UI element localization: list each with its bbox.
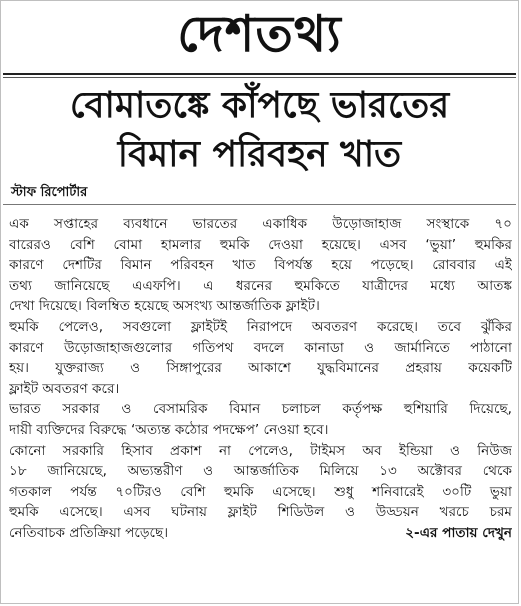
body-line: কারণে দেশটির বিমান পরিবহন খাত বিপর্যস্ত হয়ে পড়েছে। রোববার এই bbox=[9, 257, 512, 274]
body-line: কোনো সরকারি হিসাব প্রকাশ না পেলেও, টাইমস অব ইন্ডিয়া ও নিউজ bbox=[9, 442, 512, 459]
body-line: তথ্য জানিয়েছে এএফপি। এ ধরনের হুমকিতে যাত্রীদের মধ্যে আতঙ্ক bbox=[9, 277, 512, 294]
body-line: দেখা দিয়েছে। বিলম্বিত হয়েছে অসংখ্য আন্তর্জাতিক ফ্লাইট। bbox=[9, 298, 320, 315]
body-line: বারেরও বেশি বোমা হামলার হুমকি দেওয়া হয়েছে। এসব ‘ভুয়া’ হুমকির bbox=[9, 236, 512, 253]
body-line: ১৮ জানিয়েছে, অভ্যন্তরীণ ও আন্তর্জাতিক মিলিয়ে ১৩ অক্টোবর থেকে bbox=[9, 463, 512, 480]
body-line-final bbox=[9, 523, 512, 544]
headline-line-2: বিমান পরিবহন খাত bbox=[117, 134, 402, 175]
body-line: দায়ী ব্যক্তিদের বিরুদ্ধে ‘অত্যন্ত কঠোর পদক্ষেপ’ নেওয়া হবে। bbox=[9, 421, 329, 438]
headline bbox=[1, 81, 518, 179]
body-line: এক সপ্তাহের ব্যবধানে ভারতের একাধিক উড়োজাহাজ সংস্থাকে ৭০ bbox=[9, 216, 512, 232]
body-line: গতকাল পর্যন্ত ৭০টিরও বেশি হুমকি এসেছে। শুধু শনিবারেই ৩০টি ভুয়া bbox=[9, 483, 512, 500]
headline-line-1: বোমাতঙ্কে কাঁপছে ভারতের bbox=[69, 85, 450, 126]
continuation-link[interactable]: ২-এর পাতায় দেখুন bbox=[405, 524, 512, 541]
body-line: ফ্লাইট অবতরণ করে। bbox=[9, 380, 120, 397]
body-line: হুমকি পেলেও, সবগুলো ফ্লাইটই নিরাপদে অবতরণ করেছে। তবে ঝুঁকির bbox=[9, 318, 512, 335]
body-line: ভারত সরকার ও বেসামরিক বিমান চলাচল কর্তৃপক্ষ হুশিয়ারি দিয়েছে, bbox=[9, 401, 512, 418]
masthead-rule bbox=[3, 73, 516, 75]
byline-rule bbox=[3, 204, 516, 205]
body-line: হুমকি এসেছে। এসব ঘটনায় ফ্লাইট শিডিউল ও উড্ডয়ন খরচে চরম bbox=[9, 504, 512, 521]
masthead-rule-thin bbox=[3, 77, 516, 78]
masthead: দেশতথ্য bbox=[177, 4, 342, 63]
body-line: হয়। যুক্তরাজ্য ও সিঙ্গাপুরের আকাশে যুদ্ধবিমানের প্রহরায় কয়েকটি bbox=[9, 360, 512, 377]
byline: স্টাফ রিপোর্টার bbox=[11, 185, 88, 200]
body-line: কারণে উড়োজাহাজগুলোর গতিপথ বদলে কানাডা ও জার্মানিতে পাঠানো bbox=[9, 339, 512, 356]
body-line-text: নেতিবাচক প্রতিক্রিয়া পড়েছে। bbox=[9, 524, 169, 541]
article-body bbox=[9, 214, 512, 544]
